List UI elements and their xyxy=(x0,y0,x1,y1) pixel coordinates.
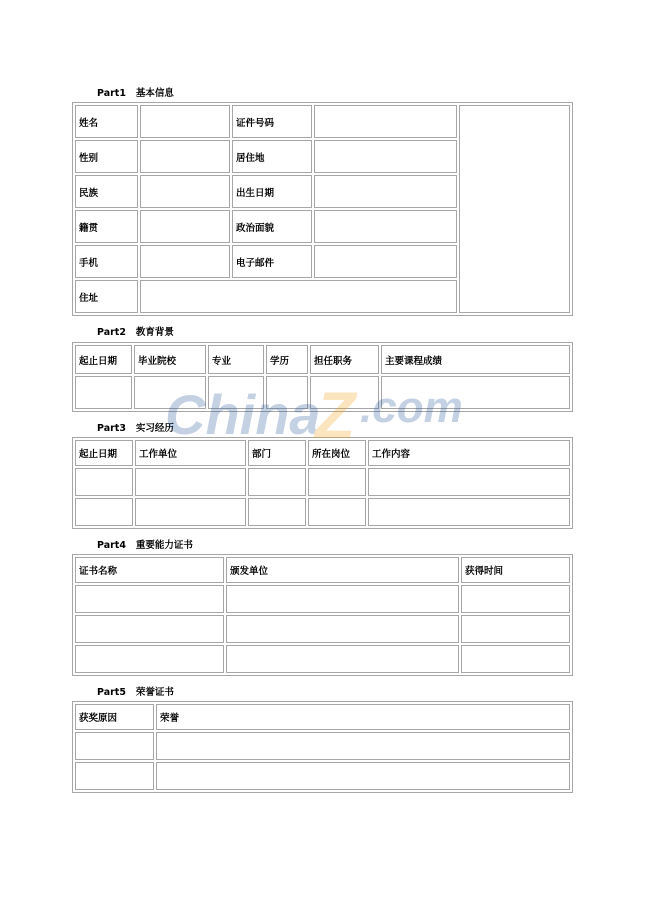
table-cell[interactable] xyxy=(75,585,224,613)
intern-header-dates: 起止日期 xyxy=(75,440,133,466)
part2-title: Part2 教育背景 xyxy=(97,327,174,338)
edu-header-position: 担任职务 xyxy=(310,345,379,374)
table-cell[interactable] xyxy=(75,645,224,673)
address-value-cell[interactable] xyxy=(140,280,457,313)
native-place-value-cell[interactable] xyxy=(140,210,230,243)
table-cell[interactable] xyxy=(135,498,246,526)
education-table xyxy=(72,342,573,412)
intern-header-department: 部门 xyxy=(248,440,306,466)
id-number-label: 证件号码 xyxy=(232,105,312,138)
ethnicity-value-cell[interactable] xyxy=(140,175,230,208)
part3-title: Part3 实习经历 xyxy=(97,423,174,434)
intern-header-content: 工作内容 xyxy=(368,440,570,466)
edu-header-courses: 主要课程成绩 xyxy=(381,345,570,374)
part5-title: Part5 荣誉证书 xyxy=(97,687,174,698)
table-cell[interactable] xyxy=(308,468,366,496)
table-cell[interactable] xyxy=(461,645,570,673)
table-cell[interactable] xyxy=(461,585,570,613)
photo-cell[interactable] xyxy=(459,105,570,313)
table-cell[interactable] xyxy=(226,585,459,613)
address-label: 住址 xyxy=(75,280,138,313)
table-cell[interactable] xyxy=(381,376,570,409)
political-status-value-cell[interactable] xyxy=(314,210,457,243)
honor-header-reason: 获奖原因 xyxy=(75,704,154,730)
edu-header-major: 专业 xyxy=(208,345,264,374)
cert-header-name: 证书名称 xyxy=(75,557,224,583)
table-cell[interactable] xyxy=(368,498,570,526)
name-label: 姓名 xyxy=(75,105,138,138)
cert-header-issuer: 颁发单位 xyxy=(226,557,459,583)
table-cell[interactable] xyxy=(208,376,264,409)
part4-title: Part4 重要能力证书 xyxy=(97,540,193,551)
table-cell[interactable] xyxy=(75,762,154,790)
ethnicity-label: 民族 xyxy=(75,175,138,208)
edu-header-school: 毕业院校 xyxy=(134,345,206,374)
edu-header-degree: 学历 xyxy=(266,345,308,374)
table-cell[interactable] xyxy=(156,732,570,760)
certificates-table xyxy=(72,554,573,676)
residence-label: 居住地 xyxy=(232,140,312,173)
honor-header-honor: 荣誉 xyxy=(156,704,570,730)
birth-date-label: 出生日期 xyxy=(232,175,312,208)
table-cell[interactable] xyxy=(308,498,366,526)
table-cell[interactable] xyxy=(248,468,306,496)
table-cell[interactable] xyxy=(135,468,246,496)
political-status-label: 政治面貌 xyxy=(232,210,312,243)
email-label: 电子邮件 xyxy=(232,245,312,278)
table-cell[interactable] xyxy=(310,376,379,409)
table-cell[interactable] xyxy=(75,468,133,496)
table-cell[interactable] xyxy=(75,732,154,760)
birth-date-value-cell[interactable] xyxy=(314,175,457,208)
intern-header-company: 工作单位 xyxy=(135,440,246,466)
table-cell[interactable] xyxy=(266,376,308,409)
watermark-text-main: China xyxy=(165,383,321,446)
intern-header-post: 所在岗位 xyxy=(308,440,366,466)
phone-value-cell[interactable] xyxy=(140,245,230,278)
table-cell[interactable] xyxy=(75,615,224,643)
honors-table xyxy=(72,701,573,793)
gender-value-cell[interactable] xyxy=(140,140,230,173)
id-number-value-cell[interactable] xyxy=(314,105,457,138)
gender-label: 性别 xyxy=(75,140,138,173)
table-cell[interactable] xyxy=(75,376,132,409)
basic-info-table xyxy=(72,102,573,316)
phone-label: 手机 xyxy=(75,245,138,278)
table-cell[interactable] xyxy=(75,498,133,526)
table-cell[interactable] xyxy=(248,498,306,526)
table-cell[interactable] xyxy=(226,645,459,673)
table-cell[interactable] xyxy=(368,468,570,496)
native-place-label: 籍贯 xyxy=(75,210,138,243)
watermark-text-z: Z xyxy=(315,378,356,452)
table-cell[interactable] xyxy=(156,762,570,790)
part1-title: Part1 基本信息 xyxy=(97,88,174,99)
email-value-cell[interactable] xyxy=(314,245,457,278)
edu-header-dates: 起止日期 xyxy=(75,345,132,374)
residence-value-cell[interactable] xyxy=(314,140,457,173)
watermark-text-tail: .com xyxy=(360,383,463,432)
table-cell[interactable] xyxy=(226,615,459,643)
table-cell[interactable] xyxy=(461,615,570,643)
internship-table xyxy=(72,437,573,529)
table-cell[interactable] xyxy=(134,376,206,409)
name-value-cell[interactable] xyxy=(140,105,230,138)
cert-header-date: 获得时间 xyxy=(461,557,570,583)
